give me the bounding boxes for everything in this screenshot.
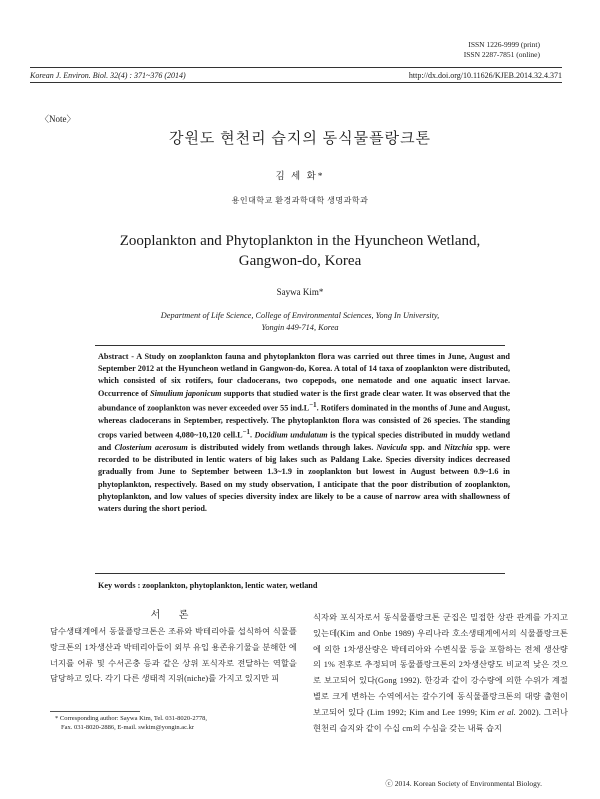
species-name: Navicula: [376, 442, 407, 452]
doi-link[interactable]: http://dx.doi.org/10.11626/KJEB.2014.32.4.371: [408, 71, 562, 80]
issn-block: [464, 40, 540, 60]
note-label: 〈Note〉: [40, 114, 76, 124]
abstract-rule-bottom: [95, 573, 505, 574]
species-name: Nitzchia: [444, 442, 473, 452]
left-column-text: 담수생태계에서 동물플랑크톤은 조류와 박테리아를 섭식하여 식물플랑크톤의 1차생산과 박테리아들이 외부 유입 용존유기물을 분해한 에너지를 어류 및 수서곤충 등과 같은 상위 포식자로 전달하는 역할을 담당하고 있다. 각기 다른 생태적 지위(niche)를 가지고 있지만 피: [50, 627, 297, 684]
english-title-line1: Zooplankton and Phytoplankton in the Hyuncheon Wetland,: [119, 233, 481, 249]
footnote-rule: [50, 711, 140, 712]
issn-online: ISSN 2287-7851 (online): [463, 50, 540, 59]
english-author: Saywa Kim*: [276, 287, 324, 297]
issn-print: ISSN 1226-9999 (print): [468, 40, 540, 49]
abstract: Abstract - A Study on zooplankton fauna and phytoplankton flora was carried out three times in June, August and September 2012 at the Hyuncheon wetland in Gangwon-do, Korea. A total of 14 taxa of zooplankton were distributed, which consisted of six rotifers, four cladocerans, two copepods, one nematode and one aquatic insect larvae. Occurrence of Simulium japonicum supports that studied water is the first grade clear water. It was observed that the abundance of zooplankton was never exceeded over 55 $ind.L^{-1}$. Rotifers dominated in the months of June and August, whereas cladocerans in September, respectively. The phytoplankton flora was consisted of 26 species. The standing crops varied between 4,080~10,120 $cell.L^{-1}$. Docidium undulatum is the typical species distributed in muddy wetland and Closterium acerosum is distributed widely from wetlands through lakes. Navicula spp. and Nitzchia spp. were recorded to be distributed in lentic waters of big lakes such as Paldang Lake. Species diversity indices decreased gradually from June to September between 1.3~1.9 in zooplankton but lowest in August between 0.9~1.6 in phytoplankton, respectively. Based on my study observation, I anticipate that the poor distribution of zooplankton, phytoplankton, and low values of species diversity index are likely to be a cause of narrow area with shallowness of waters during the short period.: [98, 352, 511, 513]
english-title-line2: Gangwon-do, Korea: [238, 253, 362, 269]
journal-reference: Korean J. Environ. Biol. 32(4) : 371~376 (2014): [30, 71, 186, 80]
footnote-line2: Fax. 031-8020-2886, E-mail. swkim@yongin.ac.kr: [61, 724, 195, 731]
species-name: Closterium acerosum: [114, 442, 188, 452]
korean-author: 김 세 화*: [275, 172, 325, 182]
korean-title: 강원도 현천리 습지의 동식물플랑크톤: [168, 131, 432, 147]
korean-affiliation: 용인대학교 환경과학대학 생명과학과: [231, 196, 369, 205]
english-affiliation-line2: Yongin 449-714, Korea: [261, 322, 339, 332]
section-title-introduction: 서 론: [150, 610, 197, 621]
english-title: [0, 231, 600, 271]
header-rule-bottom: [30, 82, 562, 83]
species-name: Docidium undulatum: [254, 430, 328, 440]
footnote-line1: * Corresponding author: Saywa Kim, Tel. 031-8020-2778,: [55, 715, 207, 722]
header-rule-top: [30, 67, 562, 68]
english-affiliation-line1: Department of Life Science, College of Environmental Sciences, Yong In University,: [160, 311, 440, 320]
english-affiliation: [0, 310, 600, 333]
running-header: [30, 71, 562, 80]
right-column-text: 식자와 포식자로서 동식물플랑크톤 군집은 밀접한 상관 관계를 가지고 있는데(Kim and Onbe 1989) 우리나라 호소생태계에서의 식물플랑크톤에 의한 1차생산량은 박테리아와 수변식물 등을 포함하는 전체 생산량의 1% 전후로 추정되며 동물플랑크톤의 2차생산량도 비교적 낮은 것으로 보고되어 있다(Gong 1992). 한강과 같이 강수량에 의한 수위가 계절별로 크게 변하는 수역에서는 갈수기에 동식물플랑크톤의 대량 출현이 보고되어 있다 (Lim 1992; Kim and Lee 1999; Kim et al. 2002). 그러나 현천리 습지와 같이 수십 cm의 수심을 갖는 내륙 습지: [313, 613, 568, 733]
copyright-notice: ⓒ 2014. Korean Society of Environmental Biology.: [385, 779, 542, 788]
keywords: Key words : zooplankton, phytoplankton, lentic water, wetland: [98, 581, 318, 590]
abstract-rule-top: [95, 345, 505, 346]
corresponding-author-footnote: [55, 714, 295, 732]
species-name: Simulium japonicum: [150, 388, 222, 398]
